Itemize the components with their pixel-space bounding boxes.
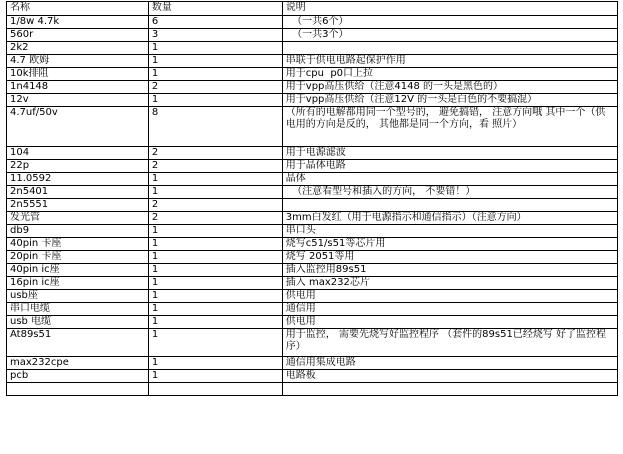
quantity-cell: 1 (148, 264, 282, 277)
table-row (7, 42, 618, 55)
table-row (7, 251, 618, 264)
name-cell: 2n5401 (7, 186, 149, 199)
name-cell: usb 电缆 (7, 316, 149, 329)
quantity-cell: 1 (148, 370, 282, 383)
table-row (7, 329, 618, 357)
quantity-cell: 1 (148, 316, 282, 329)
header-row (7, 2, 618, 16)
name-cell: usb座 (7, 290, 149, 303)
quantity-cell (148, 383, 282, 396)
description-cell: 烧写c51/s51等芯片用 (282, 238, 617, 251)
name-cell: At89s51 (7, 329, 149, 357)
name-cell (7, 383, 149, 396)
header-name: 名称 (7, 2, 149, 16)
description-cell: 供电用 (282, 316, 617, 329)
quantity-cell: 2 (148, 199, 282, 212)
table-row (7, 316, 618, 329)
name-cell: 11.0592 (7, 173, 149, 186)
quantity-cell: 2 (148, 160, 282, 173)
description-cell: （注意看型号和插入的方向， 不要错！） (282, 186, 617, 199)
table-row (7, 264, 618, 277)
description-cell: 电路板 (282, 370, 617, 383)
table-row (7, 16, 618, 29)
table-row (7, 277, 618, 290)
description-cell: 插入监控用89s51 (282, 264, 617, 277)
table-row (7, 68, 618, 81)
name-cell: 12v (7, 94, 149, 107)
description-cell: 用于晶体电路 (282, 160, 617, 173)
name-cell: 4.7 欧姆 (7, 55, 149, 68)
table-row (7, 29, 618, 42)
description-cell: 用于cpu p0口上拉 (282, 68, 617, 81)
name-cell: 1n4148 (7, 81, 149, 94)
quantity-cell: 1 (148, 277, 282, 290)
quantity-cell: 1 (148, 303, 282, 316)
name-cell: 104 (7, 147, 149, 160)
name-cell: 1/8w 4.7k (7, 16, 149, 29)
table-row (7, 303, 618, 316)
description-cell: （一共6个） (282, 16, 617, 29)
description-cell: （一共3个） (282, 29, 617, 42)
table-row (7, 94, 618, 107)
table-row (7, 370, 618, 383)
table-row (7, 290, 618, 303)
description-cell (282, 199, 617, 212)
name-cell: 4.7uf/50v (7, 107, 149, 147)
table-row (7, 383, 618, 396)
quantity-cell: 6 (148, 16, 282, 29)
quantity-cell: 1 (148, 290, 282, 303)
description-cell: 插入 max232芯片 (282, 277, 617, 290)
quantity-cell: 1 (148, 68, 282, 81)
name-cell: 2k2 (7, 42, 149, 55)
quantity-cell: 1 (148, 94, 282, 107)
table-row (7, 212, 618, 225)
table-row (7, 147, 618, 160)
description-cell: 3mm白发红（用于电源指示和通信指示）（注意方向） (282, 212, 617, 225)
description-cell: 用于vpp高压供给（注意4148 的一头是黑色的） (282, 81, 617, 94)
description-cell: 串口头 (282, 225, 617, 238)
name-cell: 40pin 卡座 (7, 238, 149, 251)
description-cell: 串联于供电电路起保护作用 (282, 55, 617, 68)
description-cell (282, 42, 617, 55)
table-row (7, 357, 618, 370)
quantity-cell: 1 (148, 225, 282, 238)
quantity-cell: 1 (148, 173, 282, 186)
description-cell: 用于vpp高压供给（注意12V 的一头是白色的不要搞混） (282, 94, 617, 107)
quantity-cell: 2 (148, 81, 282, 94)
table-row (7, 186, 618, 199)
name-cell: 串口电缆 (7, 303, 149, 316)
name-cell: max232cpe (7, 357, 149, 370)
name-cell: 2n5551 (7, 199, 149, 212)
quantity-cell: 1 (148, 186, 282, 199)
table-row (7, 81, 618, 94)
name-cell: 发光管 (7, 212, 149, 225)
table-row (7, 55, 618, 68)
name-cell: 10k排阻 (7, 68, 149, 81)
description-cell: 通信用 (282, 303, 617, 316)
name-cell: db9 (7, 225, 149, 238)
description-cell: （所有的电解都用同一个型号的， 避免搞错， 注意方向哦 其中一个（供电用的方向是反的， 其他都是同一个方向，看 照片） (282, 107, 617, 147)
quantity-cell: 2 (148, 212, 282, 225)
quantity-cell: 8 (148, 107, 282, 147)
description-cell (282, 383, 617, 396)
name-cell: 16pin ic座 (7, 277, 149, 290)
description-cell: 用于监控， 需要先烧写好监控程序 （套件的89s51已经烧写 好了监控程序） (282, 329, 617, 357)
quantity-cell: 1 (148, 357, 282, 370)
name-cell: pcb (7, 370, 149, 383)
quantity-cell: 1 (148, 42, 282, 55)
name-cell: 22p (7, 160, 149, 173)
table-row (7, 238, 618, 251)
quantity-cell: 1 (148, 238, 282, 251)
description-cell: 晶体 (282, 173, 617, 186)
header-quantity: 数量 (148, 2, 282, 16)
quantity-cell: 1 (148, 329, 282, 357)
table-row (7, 160, 618, 173)
quantity-cell: 2 (148, 147, 282, 160)
description-cell: 供电用 (282, 290, 617, 303)
quantity-cell: 1 (148, 251, 282, 264)
table-row (7, 225, 618, 238)
table-row (7, 199, 618, 212)
description-cell: 用于电源滤波 (282, 147, 617, 160)
name-cell: 40pin ic座 (7, 264, 149, 277)
description-cell: 通信用集成电路 (282, 357, 617, 370)
quantity-cell: 1 (148, 55, 282, 68)
component-table (6, 1, 618, 396)
quantity-cell: 3 (148, 29, 282, 42)
description-cell: 烧写 2051等用 (282, 251, 617, 264)
header-description: 说明 (282, 2, 617, 16)
name-cell: 560r (7, 29, 149, 42)
table-row (7, 173, 618, 186)
name-cell: 20pin 卡座 (7, 251, 149, 264)
table-row (7, 107, 618, 147)
